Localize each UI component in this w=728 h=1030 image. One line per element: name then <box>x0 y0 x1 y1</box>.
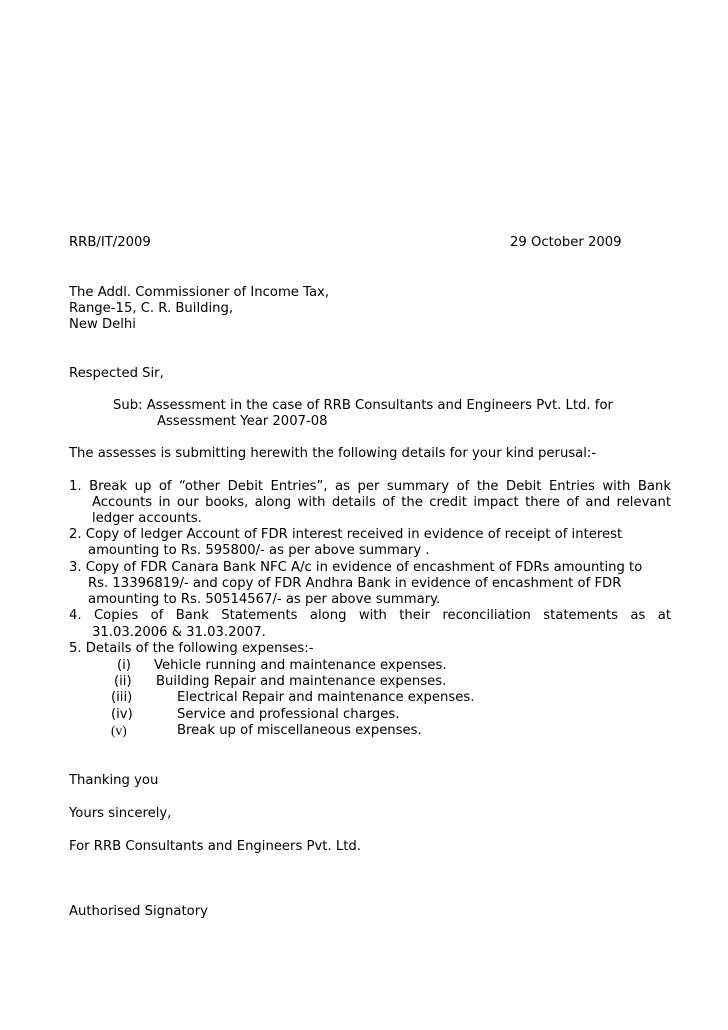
sublist-number: (i) <box>117 658 131 673</box>
list-item-line: 5. Details of the following expenses:- <box>69 641 314 656</box>
sublist-text: Break up of miscellaneous expenses. <box>177 723 422 738</box>
subject-line: Assessment Year 2007-08 <box>157 414 328 429</box>
list-item-line: 1. Break up of “other Debit Entries”, as per summary of the Debit Entries with Bank <box>69 479 671 494</box>
list-item-line: 31.03.2006 & 31.03.2007. <box>92 625 266 640</box>
sublist-number: (iv) <box>111 707 133 722</box>
recipient-line: Range-15, C. R. Building, <box>69 301 234 316</box>
list-item-line: 3. Copy of FDR Canara Bank NFC A/c in evidence of encashment of FDRs amounting to <box>69 560 643 575</box>
list-item-line: 2. Copy of ledger Account of FDR interest received in evidence of receipt of interest <box>69 527 623 542</box>
list-item-line: Accounts in our books, along with details of the credit impact there of and relevant <box>92 495 671 510</box>
company-name: For RRB Consultants and Engineers Pvt. Ltd. <box>69 839 361 854</box>
sublist-number: (iii) <box>111 690 133 705</box>
reference-number: RRB/IT/2009 <box>69 235 151 250</box>
sublist-text: Service and professional charges. <box>177 707 400 722</box>
recipient-line: The Addl. Commissioner of Income Tax, <box>69 285 330 300</box>
closing-thanks: Thanking you <box>69 773 159 788</box>
sublist-text: Building Repair and maintenance expenses. <box>156 674 447 689</box>
recipient-line: New Delhi <box>69 317 136 332</box>
list-item-line: amounting to Rs. 595800/- as per above summary . <box>88 543 430 558</box>
list-item-line: 4. Copies of Bank Statements along with their reconciliation statements as at <box>69 608 671 623</box>
closing-regards: Yours sincerely, <box>69 806 172 821</box>
sublist-number: (v) <box>111 723 127 738</box>
list-item-line: Rs. 13396819/- and copy of FDR Andhra Bank in evidence of encashment of FDR <box>88 576 622 591</box>
sublist-number: (ii) <box>114 674 132 689</box>
salutation: Respected Sir, <box>69 366 164 381</box>
list-item-line: amounting to Rs. 50514567/- as per above summary. <box>88 592 441 607</box>
intro-paragraph: The assesses is submitting herewith the following details for your kind perusal:- <box>69 446 597 461</box>
list-item-line: ledger accounts. <box>92 511 202 526</box>
signatory-title: Authorised Signatory <box>69 904 208 919</box>
sublist-text: Electrical Repair and maintenance expenses. <box>177 690 475 705</box>
subject-line: Sub: Assessment in the case of RRB Consultants and Engineers Pvt. Ltd. for <box>113 398 613 413</box>
sublist-text: Vehicle running and maintenance expenses. <box>154 658 447 673</box>
letter-date: 29 October 2009 <box>510 235 622 250</box>
